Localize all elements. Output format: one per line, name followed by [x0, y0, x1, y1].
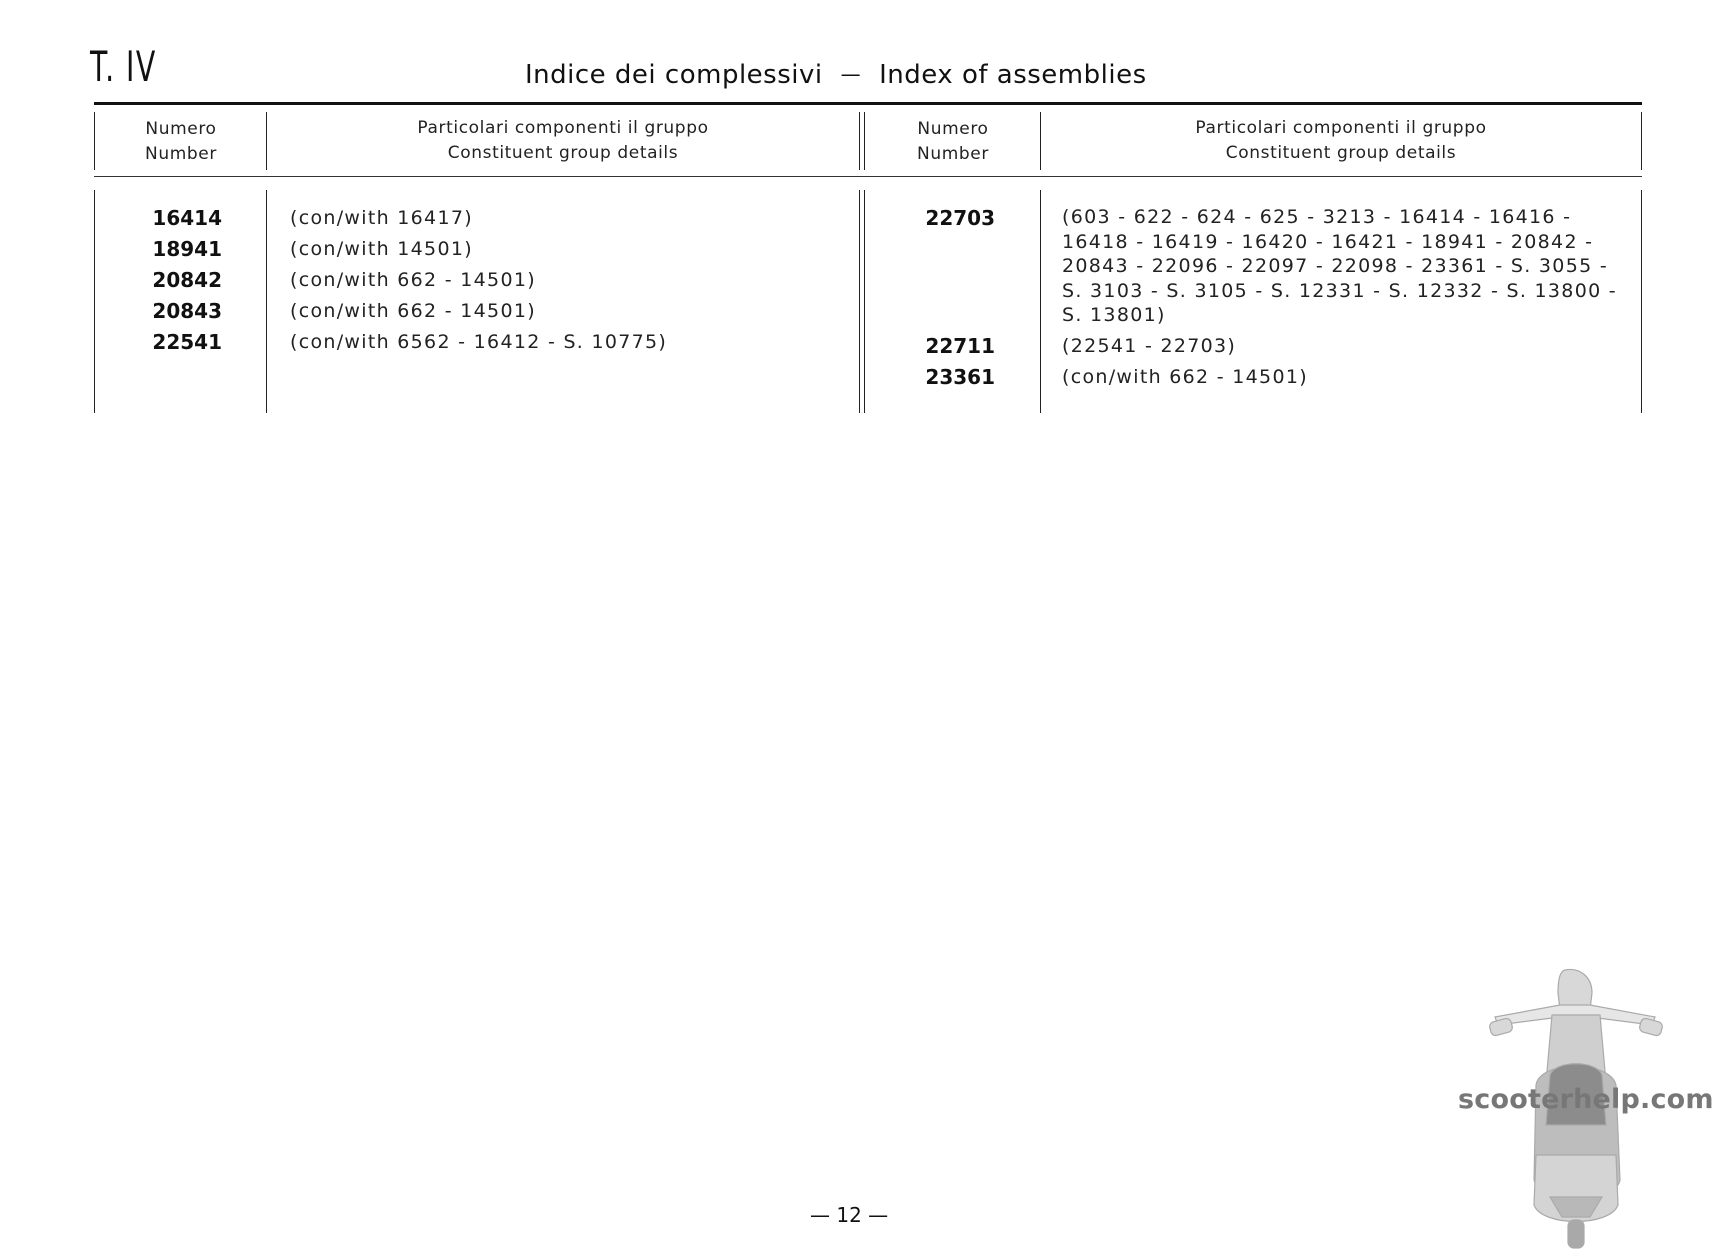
header-rule — [94, 176, 1642, 177]
header-number-en: Number — [917, 144, 989, 164]
header-details-left — [267, 116, 859, 166]
header-number-it: Numero — [917, 119, 989, 139]
table-divider — [266, 190, 267, 413]
table-row-number: 23361 — [925, 365, 995, 389]
top-rule — [94, 102, 1642, 105]
table-row-details: (22541 - 22703) — [1062, 335, 1237, 357]
header-details-it: Particolari componenti il gruppo — [417, 118, 709, 138]
table-row-number: 20843 — [152, 299, 222, 323]
table-row-details: (con/with 14501) — [290, 238, 473, 260]
header-number-right — [866, 117, 1040, 167]
title-italian: Indice dei complessivi — [525, 60, 823, 90]
table-row-number: 18941 — [152, 237, 222, 261]
table-row-details: (con/with 6562 - 16412 - S. 10775) — [290, 331, 668, 353]
page-title — [525, 60, 1147, 90]
page-number: — 12 — — [810, 1203, 889, 1227]
header-details-right — [1041, 116, 1641, 166]
table-border-right — [1641, 190, 1642, 413]
table-divider — [864, 112, 865, 170]
header-details-en: Constituent group details — [447, 143, 679, 163]
header-number-it: Numero — [145, 119, 217, 139]
watermark-text: scooterhelp.com — [1458, 1084, 1714, 1115]
table-divider — [1040, 190, 1041, 413]
table-row-number: 16414 — [152, 206, 222, 230]
table-row-details: (con/with 662 - 14501) — [1062, 366, 1308, 388]
table-row-details: (con/with 16417) — [290, 207, 473, 229]
table-divider — [859, 112, 860, 170]
title-separator: — — [840, 62, 862, 86]
table-border-left — [94, 112, 95, 170]
page-code: T. IV — [90, 42, 157, 91]
header-details-en: Constituent group details — [1225, 143, 1457, 163]
table-row-number: 22703 — [925, 206, 995, 230]
table-row-details: (con/with 662 - 14501) — [290, 269, 536, 291]
table-border-left — [94, 190, 95, 413]
header-number-en: Number — [145, 144, 217, 164]
table-row-number: 22541 — [152, 330, 222, 354]
table-row-number: 20842 — [152, 268, 222, 292]
table-row-details: (603 - 622 - 624 - 625 - 3213 - 16414 - 16416 - 16418 - 16419 - 16420 - 16421 - 18941 - 20842 - 20843 - 22096 - 22097 - 22098 - 23361 - S. 3055 - S. 3103 - S. 3105 - S. 12331 - S. 12332 - S. 13800 - S. 13801) — [1062, 206, 1617, 326]
table-divider — [864, 190, 865, 413]
title-english: Index of assemblies — [879, 60, 1147, 90]
table-row-number: 22711 — [925, 334, 995, 358]
header-details-it: Particolari componenti il gruppo — [1195, 118, 1487, 138]
table-row-details: (con/with 662 - 14501) — [290, 300, 536, 322]
header-number-left — [96, 117, 266, 167]
table-divider — [859, 190, 860, 413]
table-border-right — [1641, 112, 1642, 170]
